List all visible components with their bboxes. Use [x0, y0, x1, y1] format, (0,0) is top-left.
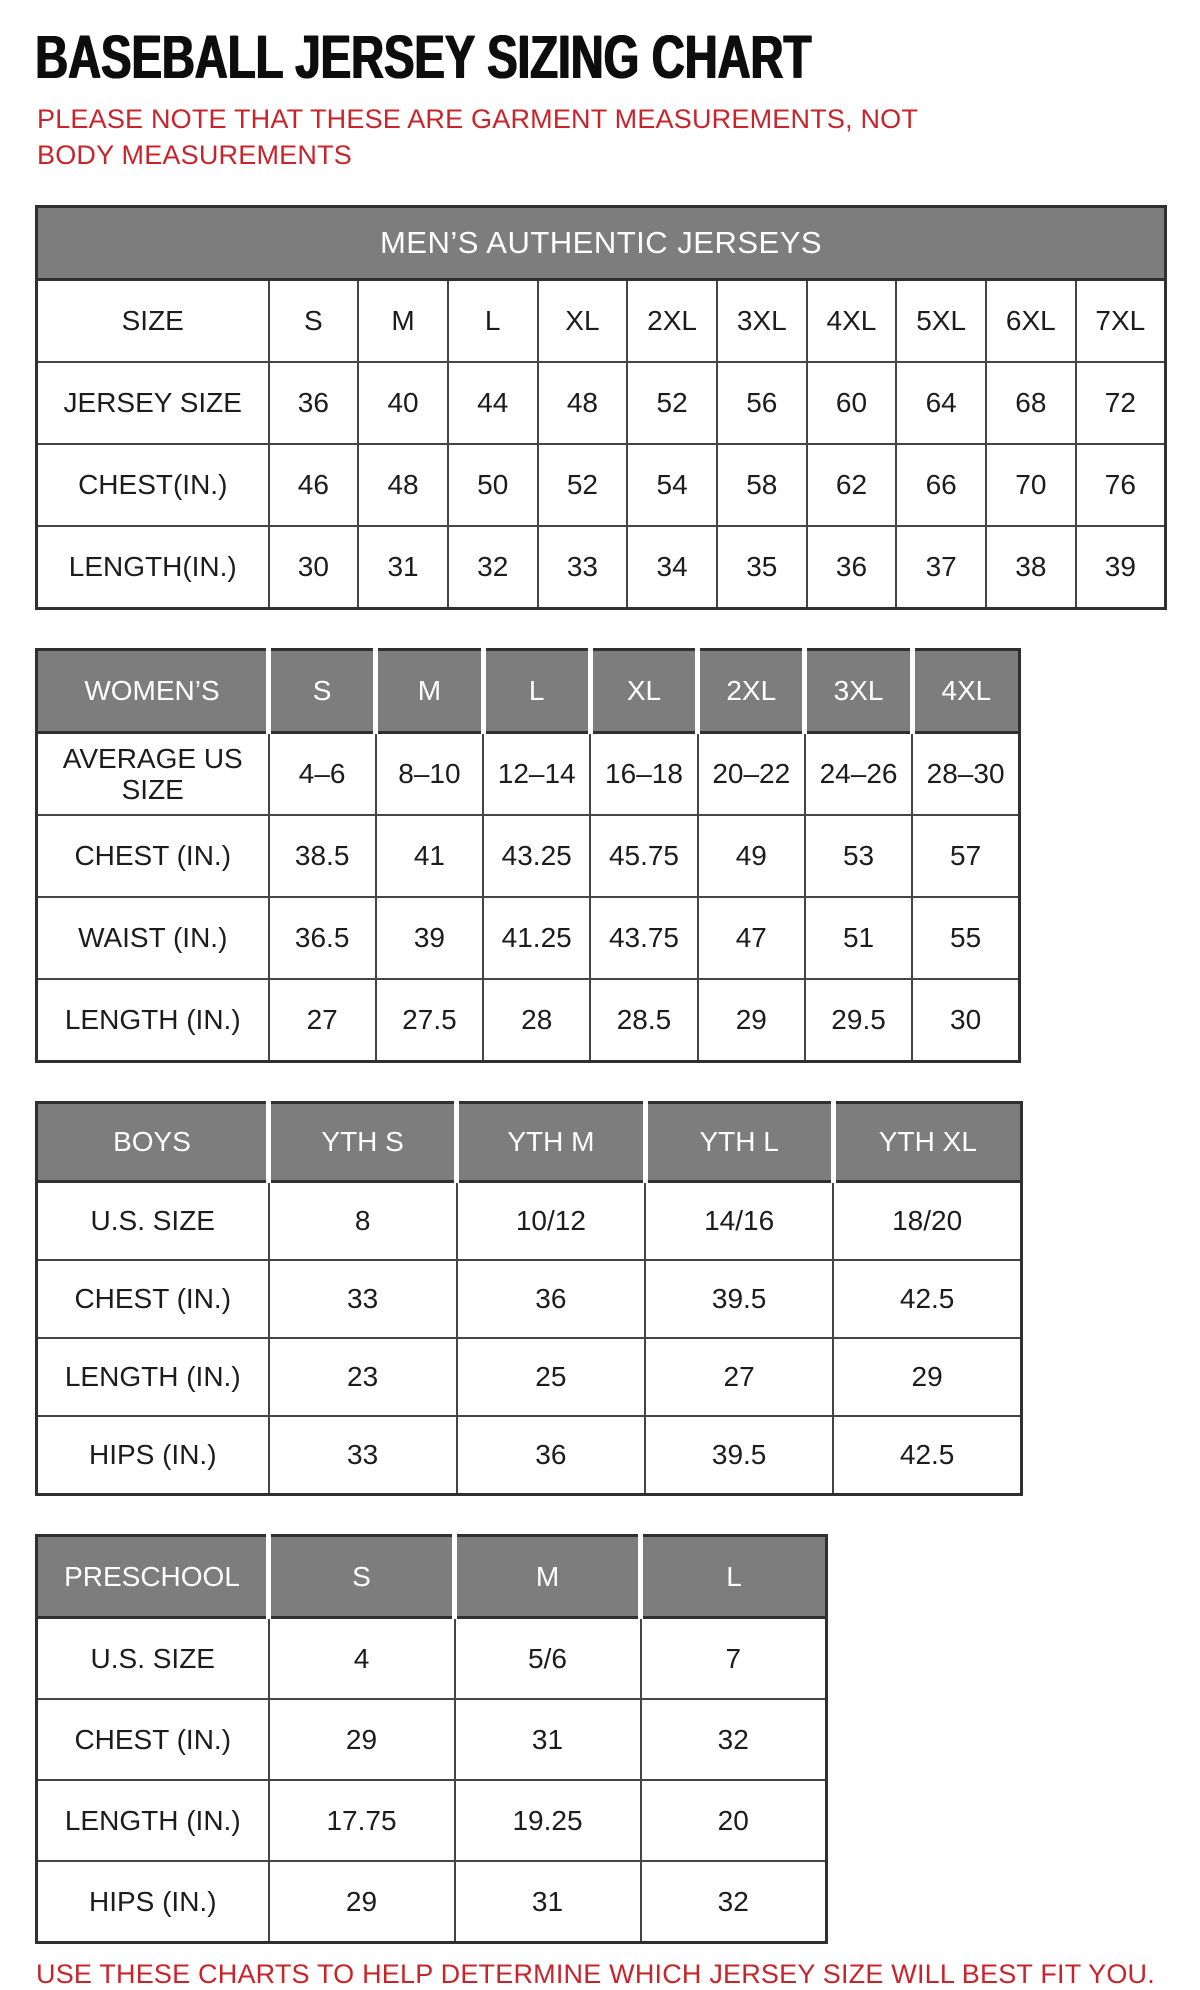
preschool-header-label	[37, 1536, 269, 1618]
mens-value-cell: 62	[807, 444, 897, 526]
mens-size-header-cell: 5XL	[896, 280, 986, 363]
mens-sizing-table	[35, 205, 1167, 610]
womens-value-cell: 28	[483, 979, 590, 1062]
womens-value-cell: 43.75	[590, 897, 697, 979]
mens-table-banner: MEN’S AUTHENTIC JERSEYS	[37, 207, 1166, 280]
fit-advice-footer: USE THESE CHARTS TO HELP DETERMINE WHICH JERSEY SIZE WILL BEST FIT YOU.	[36, 1959, 1155, 1990]
boys-size-header-cell: YTH S	[269, 1103, 457, 1182]
garment-measurement-note: PLEASE NOTE THAT THESE ARE GARMENT MEASUREMENTS, NOT BODY MEASUREMENTS	[37, 104, 918, 170]
preschool-value-cell: 32	[641, 1699, 827, 1780]
womens-data-row	[37, 815, 1020, 897]
boys-value-cell: 33	[269, 1260, 457, 1338]
preschool-header-row	[37, 1536, 827, 1618]
boys-row-label	[37, 1182, 269, 1261]
mens-header-label	[37, 280, 269, 363]
mens-label-text: JERSEY SIZE	[63, 387, 242, 419]
mens-value-cell: 64	[896, 362, 986, 444]
preschool-value-cell: 5/6	[455, 1618, 641, 1700]
mens-banner-row	[37, 207, 1166, 280]
mens-value-cell: 52	[627, 362, 717, 444]
preschool-row-label	[37, 1699, 269, 1780]
womens-size-header-cell: 2XL	[698, 650, 805, 733]
preschool-size-header-cell: S	[269, 1536, 455, 1618]
mens-value-cell: 36	[269, 362, 359, 444]
preschool-label-text: LENGTH (IN.)	[64, 1804, 241, 1836]
mens-size-header-cell: L	[448, 280, 538, 363]
boys-data-row	[37, 1338, 1022, 1416]
womens-value-cell: 30	[912, 979, 1019, 1062]
mens-value-cell: 68	[986, 362, 1076, 444]
mens-value-cell: 60	[807, 362, 897, 444]
mens-value-cell: 39	[1076, 526, 1166, 609]
womens-value-cell: 41	[376, 815, 483, 897]
mens-value-cell: 72	[1076, 362, 1166, 444]
boys-value-cell: 14/16	[645, 1182, 833, 1261]
mens-label-text: CHEST(IN.)	[78, 469, 228, 501]
boys-value-cell: 33	[269, 1416, 457, 1495]
mens-value-cell: 30	[269, 526, 359, 609]
preschool-value-cell: 19.25	[455, 1780, 641, 1861]
womens-sizing-table	[35, 648, 1021, 1063]
mens-value-cell: 38	[986, 526, 1076, 609]
boys-value-cell: 18/20	[833, 1182, 1021, 1261]
mens-header-row	[37, 280, 1166, 363]
mens-data-row	[37, 444, 1166, 526]
preschool-data-row	[37, 1780, 827, 1861]
preschool-row-label	[37, 1861, 269, 1943]
boys-value-cell: 8	[269, 1182, 457, 1261]
boys-value-cell: 36	[457, 1260, 645, 1338]
womens-value-cell: 45.75	[590, 815, 697, 897]
womens-value-cell: 49	[698, 815, 805, 897]
womens-header-row	[37, 650, 1020, 733]
mens-size-header-cell: XL	[538, 280, 628, 363]
boys-label-text: CHEST (IN.)	[74, 1283, 232, 1315]
preschool-value-cell: 31	[455, 1699, 641, 1780]
mens-label-text: SIZE	[121, 305, 184, 337]
womens-value-cell: 29.5	[805, 979, 912, 1062]
preschool-value-cell: 29	[269, 1861, 455, 1943]
womens-row-label	[37, 897, 269, 979]
boys-label-text: BOYS	[113, 1126, 191, 1158]
boys-value-cell: 29	[833, 1338, 1021, 1416]
womens-value-cell: 38.5	[269, 815, 376, 897]
womens-size-header-cell: 3XL	[805, 650, 912, 733]
womens-label-text: AVERAGE US SIZE	[62, 742, 243, 805]
mens-value-cell: 46	[269, 444, 359, 526]
womens-data-row	[37, 979, 1020, 1062]
womens-value-cell: 27.5	[376, 979, 483, 1062]
womens-data-row	[37, 897, 1020, 979]
mens-value-cell: 44	[448, 362, 538, 444]
womens-label-text: CHEST (IN.)	[74, 840, 232, 872]
mens-value-cell: 54	[627, 444, 717, 526]
preschool-data-row	[37, 1699, 827, 1780]
mens-size-header-cell: 2XL	[627, 280, 717, 363]
mens-size-header-cell: S	[269, 280, 359, 363]
preschool-size-header-cell: L	[641, 1536, 827, 1618]
womens-value-cell: 53	[805, 815, 912, 897]
preschool-data-row	[37, 1618, 827, 1700]
womens-value-cell: 36.5	[269, 897, 376, 979]
boys-value-cell: 42.5	[833, 1260, 1021, 1338]
womens-value-cell: 20–22	[698, 733, 805, 816]
mens-value-cell: 34	[627, 526, 717, 609]
mens-value-cell: 35	[717, 526, 807, 609]
boys-value-cell: 39.5	[645, 1416, 833, 1495]
womens-size-header-cell: 4XL	[912, 650, 1019, 733]
mens-size-header-cell: 3XL	[717, 280, 807, 363]
boys-header-label	[37, 1103, 269, 1182]
mens-value-cell: 36	[807, 526, 897, 609]
mens-row-label	[37, 444, 269, 526]
womens-value-cell: 47	[698, 897, 805, 979]
mens-value-cell: 48	[358, 444, 448, 526]
mens-size-header-cell: 7XL	[1076, 280, 1166, 363]
boys-label-text: LENGTH (IN.)	[64, 1361, 241, 1393]
preschool-value-cell: 17.75	[269, 1780, 455, 1861]
womens-value-cell: 55	[912, 897, 1019, 979]
boys-label-text: U.S. SIZE	[90, 1205, 215, 1237]
preschool-value-cell: 20	[641, 1780, 827, 1861]
womens-size-header-cell: XL	[590, 650, 697, 733]
womens-value-cell: 43.25	[483, 815, 590, 897]
womens-value-cell: 39	[376, 897, 483, 979]
preschool-value-cell: 31	[455, 1861, 641, 1943]
womens-value-cell: 57	[912, 815, 1019, 897]
boys-row-label	[37, 1260, 269, 1338]
mens-label-text: LENGTH(IN.)	[68, 551, 237, 583]
womens-row-label	[37, 733, 269, 816]
womens-value-cell: 51	[805, 897, 912, 979]
boys-row-label	[37, 1416, 269, 1495]
womens-label-text: WOMEN’S	[84, 675, 220, 707]
preschool-data-row	[37, 1861, 827, 1943]
womens-value-cell: 12–14	[483, 733, 590, 816]
preschool-value-cell: 32	[641, 1861, 827, 1943]
mens-value-cell: 52	[538, 444, 628, 526]
mens-value-cell: 56	[717, 362, 807, 444]
boys-value-cell: 23	[269, 1338, 457, 1416]
womens-size-header-cell: S	[269, 650, 376, 733]
womens-size-header-cell: M	[376, 650, 483, 733]
boys-value-cell: 27	[645, 1338, 833, 1416]
mens-data-row	[37, 526, 1166, 609]
mens-value-cell: 40	[358, 362, 448, 444]
boys-data-row	[37, 1182, 1022, 1261]
preschool-value-cell: 4	[269, 1618, 455, 1700]
preschool-size-header-cell: M	[455, 1536, 641, 1618]
preschool-value-cell: 29	[269, 1699, 455, 1780]
mens-value-cell: 50	[448, 444, 538, 526]
boys-sizing-table	[35, 1101, 1023, 1496]
womens-value-cell: 28–30	[912, 733, 1019, 816]
boys-value-cell: 42.5	[833, 1416, 1021, 1495]
boys-header-row	[37, 1103, 1022, 1182]
preschool-label-text: U.S. SIZE	[90, 1642, 215, 1674]
page-title: BASEBALL JERSEY SIZING CHART	[35, 23, 812, 93]
mens-size-header-cell: 4XL	[807, 280, 897, 363]
mens-value-cell: 70	[986, 444, 1076, 526]
womens-value-cell: 8–10	[376, 733, 483, 816]
womens-row-label	[37, 815, 269, 897]
mens-data-row	[37, 362, 1166, 444]
womens-value-cell: 4–6	[269, 733, 376, 816]
preschool-value-cell: 7	[641, 1618, 827, 1700]
mens-size-header-cell: 6XL	[986, 280, 1076, 363]
womens-header-label	[37, 650, 269, 733]
mens-value-cell: 31	[358, 526, 448, 609]
mens-value-cell: 58	[717, 444, 807, 526]
womens-value-cell: 16–18	[590, 733, 697, 816]
mens-row-label	[37, 526, 269, 609]
preschool-sizing-table	[35, 1534, 828, 1944]
boys-value-cell: 10/12	[457, 1182, 645, 1261]
mens-size-header-cell: M	[358, 280, 448, 363]
boys-row-label	[37, 1338, 269, 1416]
womens-data-row	[37, 733, 1020, 816]
boys-label-text: HIPS (IN.)	[88, 1439, 217, 1471]
boys-size-header-cell: YTH M	[457, 1103, 645, 1182]
mens-row-label	[37, 362, 269, 444]
womens-value-cell: 28.5	[590, 979, 697, 1062]
mens-value-cell: 37	[896, 526, 986, 609]
boys-value-cell: 36	[457, 1416, 645, 1495]
womens-size-header-cell: L	[483, 650, 590, 733]
boys-data-row	[37, 1260, 1022, 1338]
boys-data-row	[37, 1416, 1022, 1495]
preschool-label-text: CHEST (IN.)	[74, 1723, 232, 1755]
boys-value-cell: 39.5	[645, 1260, 833, 1338]
womens-label-text: LENGTH (IN.)	[64, 1004, 241, 1036]
womens-value-cell: 29	[698, 979, 805, 1062]
mens-value-cell: 33	[538, 526, 628, 609]
boys-value-cell: 25	[457, 1338, 645, 1416]
preschool-row-label	[37, 1780, 269, 1861]
boys-size-header-cell: YTH L	[645, 1103, 833, 1182]
preschool-row-label	[37, 1618, 269, 1700]
womens-row-label	[37, 979, 269, 1062]
womens-value-cell: 27	[269, 979, 376, 1062]
boys-size-header-cell: YTH XL	[833, 1103, 1021, 1182]
womens-value-cell: 41.25	[483, 897, 590, 979]
preschool-label-text: HIPS (IN.)	[88, 1885, 217, 1917]
womens-value-cell: 24–26	[805, 733, 912, 816]
mens-value-cell: 32	[448, 526, 538, 609]
mens-value-cell: 66	[896, 444, 986, 526]
mens-value-cell: 76	[1076, 444, 1166, 526]
mens-value-cell: 48	[538, 362, 628, 444]
preschool-label-text: PRESCHOOL	[64, 1560, 240, 1592]
womens-label-text: WAIST (IN.)	[78, 922, 228, 954]
